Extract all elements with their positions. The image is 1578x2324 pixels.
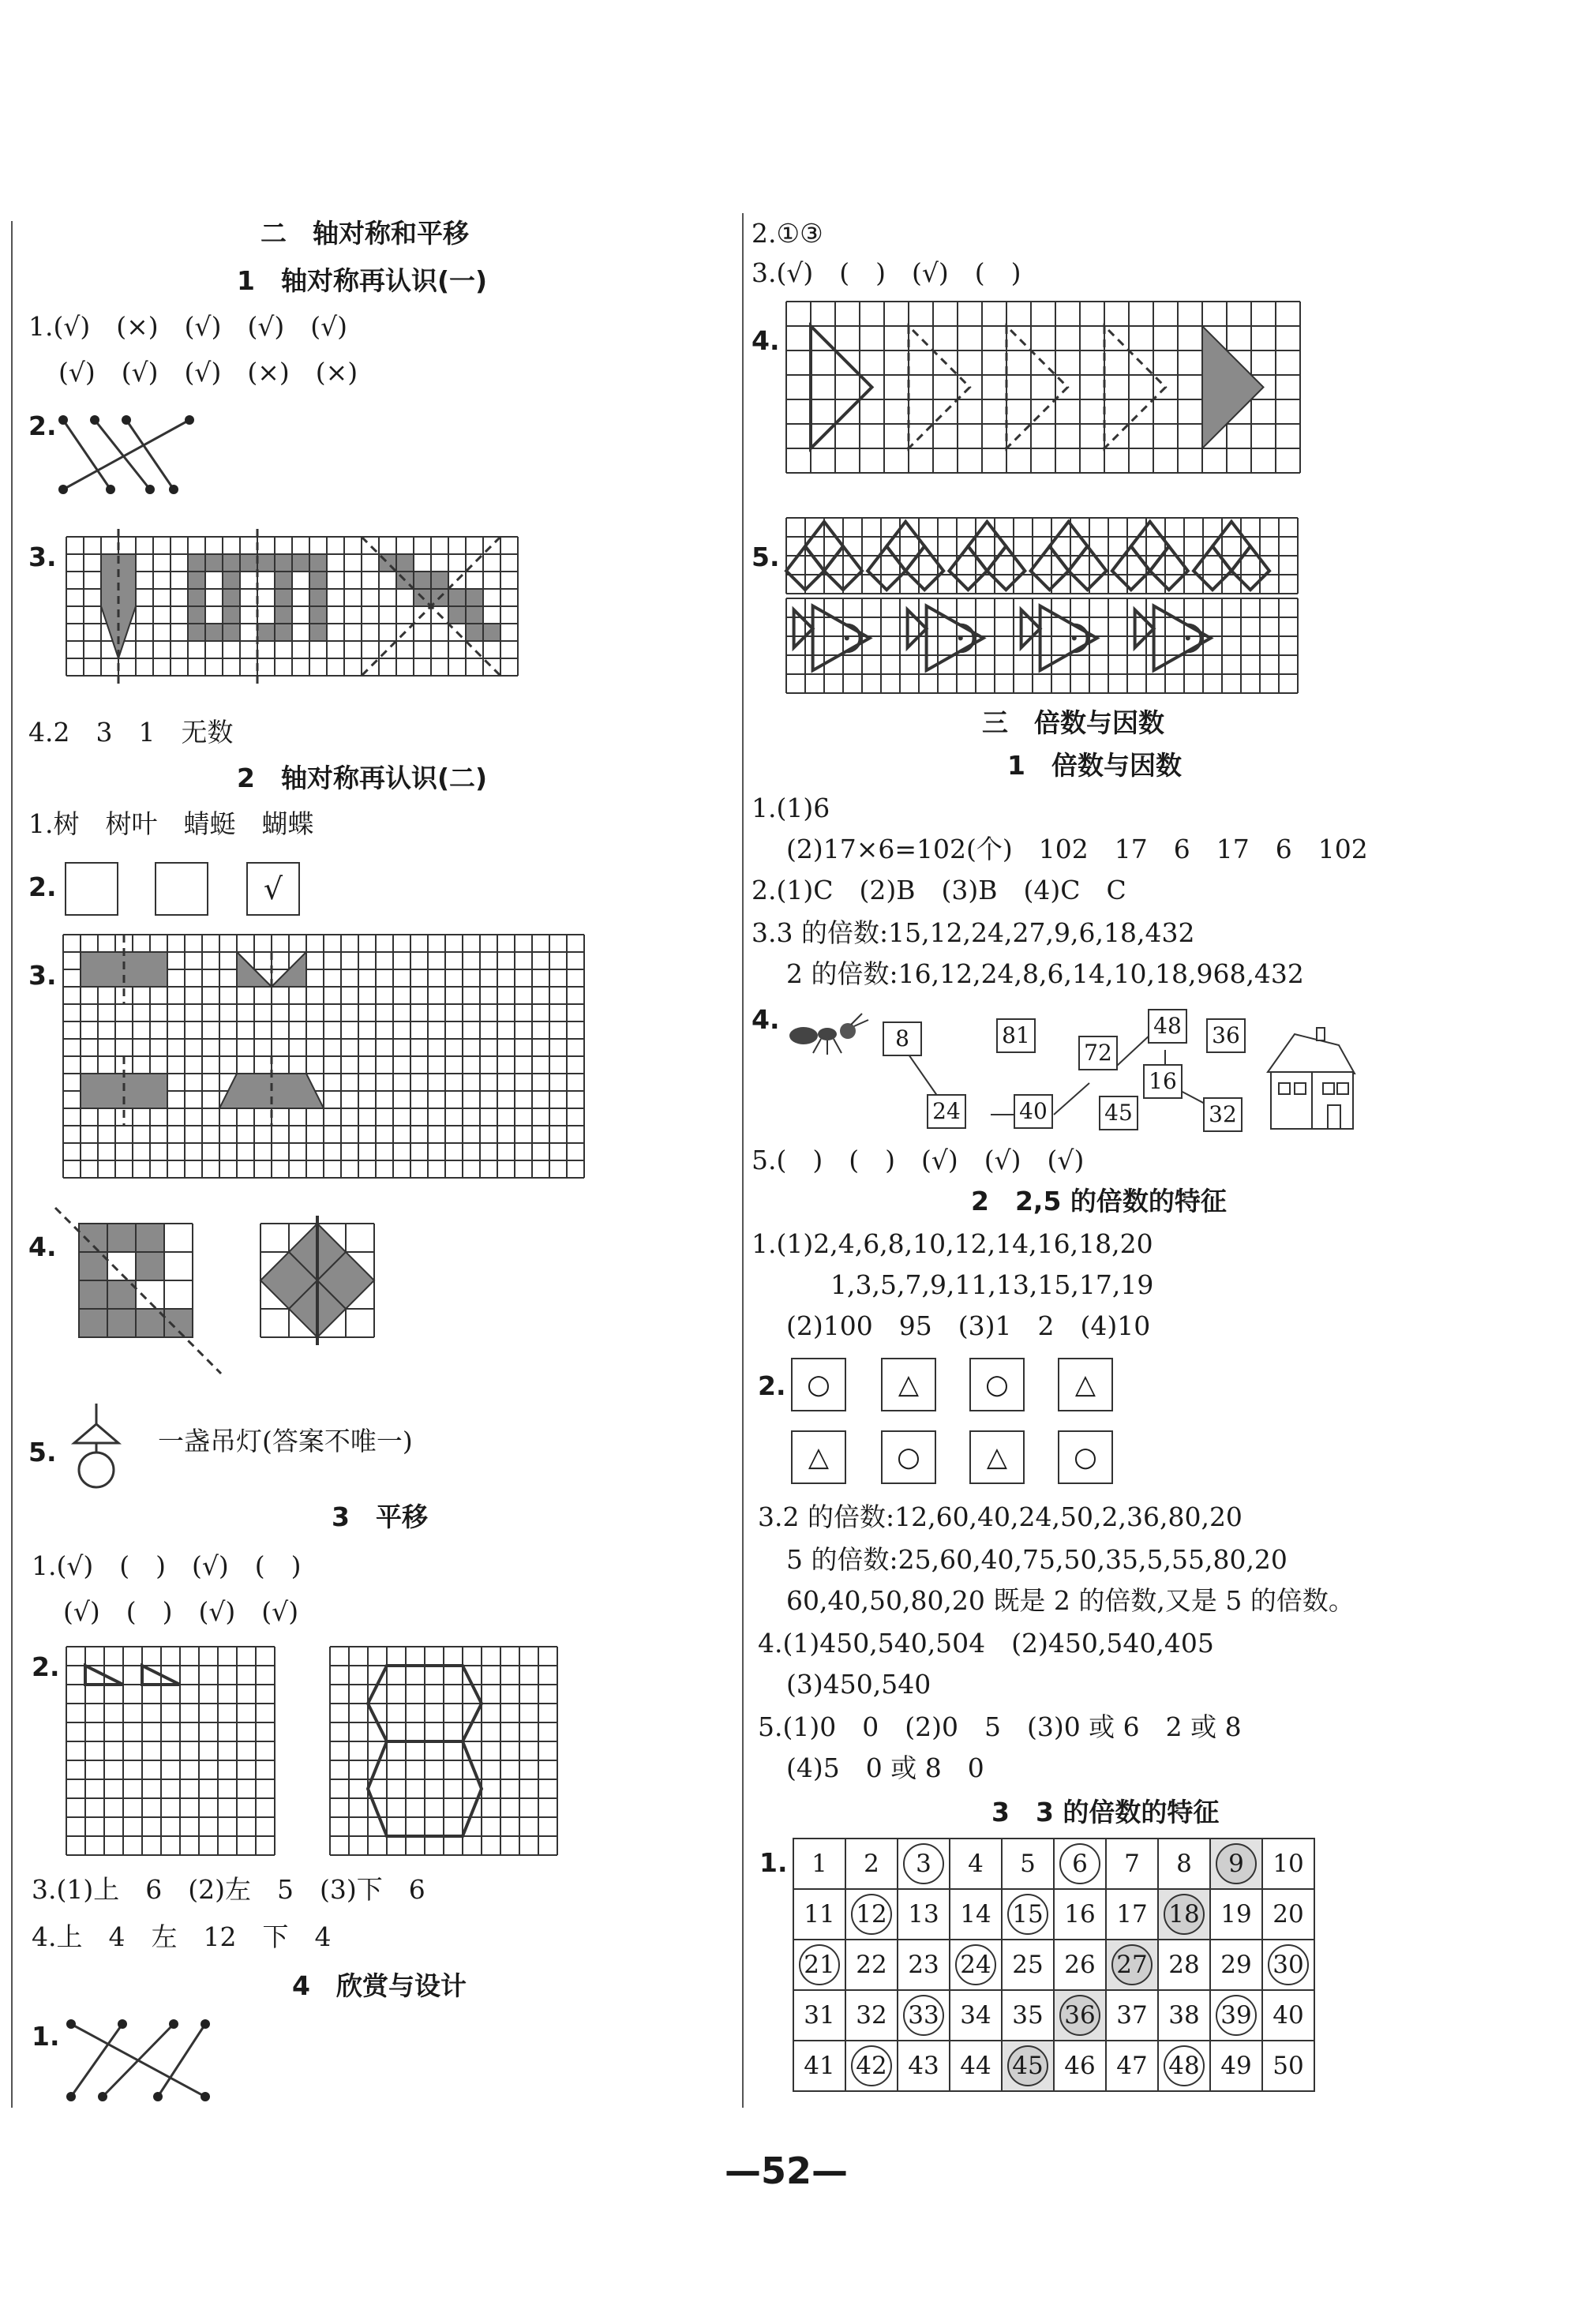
house-icon [1260, 1026, 1362, 1137]
shaded-cell [205, 624, 223, 641]
fish-eye [1186, 635, 1190, 640]
shaded-cell [136, 1224, 164, 1252]
number-box: 48 [1148, 1009, 1187, 1044]
question-label: 1. [32, 2021, 60, 2052]
number-cell [898, 1839, 950, 1889]
section-title: 3 平移 [332, 1501, 428, 1532]
shape-box: ○ [791, 1358, 846, 1411]
circled-number: 27 [1111, 1944, 1153, 1985]
chapter-title-axial-symmetry: 二 轴对称和平移 [261, 218, 469, 249]
question-label: 1. [759, 1847, 788, 1878]
table-row [793, 2041, 1314, 2091]
number-cell [845, 2041, 898, 2091]
answer-line: 2.(1)C (2)B (3)B (4)C C [752, 875, 1126, 905]
section-title: 2 轴对称再认识(二) [237, 763, 488, 793]
number-cell: 7 [1106, 1839, 1158, 1889]
number-cell: 28 [1158, 1940, 1210, 1990]
shape-box: △ [969, 1430, 1025, 1484]
number-cell [1054, 1839, 1106, 1889]
shaded-cell [309, 589, 327, 606]
symmetry-grid-large [63, 935, 600, 1203]
number-cell: 22 [845, 1940, 898, 1990]
number-cell [1262, 1940, 1314, 1990]
shaded-cell [396, 554, 414, 572]
diamond-outline [1194, 546, 1231, 590]
number-cell: 34 [950, 1990, 1002, 2041]
left-margin-line [11, 221, 13, 2108]
number-cell: 50 [1262, 2041, 1314, 2091]
shaded-cell [275, 606, 292, 624]
triangle-dashed [1006, 326, 1068, 448]
diamond-outline [1231, 546, 1269, 590]
shaded-cell [309, 624, 327, 641]
check-box-checked: √ [246, 862, 300, 916]
shaded-cell [309, 606, 327, 624]
circled-number: 36 [1059, 1995, 1100, 2036]
shaded-cell [79, 1224, 107, 1252]
answer-line: 3.3 的倍数:15,12,24,27,9,6,18,432 [752, 917, 1195, 948]
question-label: 2. [28, 410, 57, 441]
number-cell: 20 [1262, 1889, 1314, 1940]
diamond-outline [1050, 522, 1088, 571]
shaded-cell [107, 1224, 136, 1252]
diamond-outline [1150, 546, 1188, 590]
fish-eye [958, 635, 963, 640]
shaded-cell [466, 624, 483, 641]
table-row [793, 1889, 1314, 1940]
circled-number: 3 [903, 1843, 944, 1884]
number-cell: 23 [898, 1940, 950, 1990]
number-cell [950, 1940, 1002, 1990]
number-cell [845, 1889, 898, 1940]
shaded-cell [483, 624, 500, 641]
shaded-cell [188, 589, 205, 606]
section-title: 2 2,5 的倍数的特征 [971, 1186, 1227, 1216]
number-cell: 46 [1054, 2041, 1106, 2091]
matching-lines-diagram [47, 410, 205, 497]
question-label: 3. [28, 960, 57, 991]
question-label: 2. [32, 1651, 60, 1682]
answer-line: (√) (√) (√) (×) (×) [58, 357, 358, 388]
shaded-cell [223, 589, 240, 606]
matching-lines-diagram [63, 2015, 221, 2109]
shaded-cell [257, 554, 275, 572]
fish-tail [1135, 609, 1154, 647]
number-cell [1002, 1889, 1054, 1940]
diamond-outline [987, 546, 1025, 590]
number-cell [1158, 1889, 1210, 1940]
shaded-cell [240, 554, 257, 572]
shaded-cell [223, 572, 240, 589]
answer-line: 1.(√) ( ) (√) ( ) [32, 1550, 302, 1581]
shaded-cell [275, 554, 292, 572]
number-cell [1054, 1990, 1106, 2041]
shaded-cell [275, 624, 292, 641]
answer-line: 1.(√) (×) (√) (√) (√) [28, 311, 347, 342]
table-row [793, 1940, 1314, 1990]
question-label: 4. [752, 1004, 780, 1035]
answer-line: 2.①③ [752, 218, 823, 249]
number-cell: 17 [1106, 1889, 1158, 1940]
symmetry-grid-figures [66, 529, 635, 687]
number-cell: 35 [1002, 1990, 1054, 2041]
number-cell: 31 [793, 1990, 845, 2041]
fish-tail [1021, 609, 1040, 647]
number-cell: 2 [845, 1839, 898, 1889]
diamond-outline [1069, 546, 1107, 590]
grid [66, 1647, 275, 1855]
answer-line: 5.(1)0 0 (2)0 5 (3)0 或 6 2 或 8 [758, 1711, 1242, 1742]
number-cell: 8 [1158, 1839, 1210, 1889]
shaded-cell [188, 606, 205, 624]
shaded-cell [309, 572, 327, 589]
answer-line: 4.2 3 1 无数 [28, 717, 234, 748]
shaded-cell [257, 624, 275, 641]
answer-line: (2)17×6=102(个) 102 17 6 17 6 102 [786, 834, 1368, 864]
shaded-cell [275, 572, 292, 589]
shaded-cell [188, 554, 205, 572]
grid [330, 1647, 557, 1855]
answer-line: 1.树 树叶 蜻蜓 蝴蝶 [28, 808, 314, 839]
diamond-outline [1131, 522, 1169, 571]
section-title: 1 轴对称再认识(一) [237, 265, 488, 296]
circled-number: 42 [851, 2045, 892, 2086]
circled-number: 45 [1007, 2045, 1048, 2086]
answer-line: 1.(1)2,4,6,8,10,12,14,16,18,20 [752, 1228, 1153, 1259]
number-cell: 1 [793, 1839, 845, 1889]
shaded-cell [414, 572, 431, 589]
diamond-outline [949, 546, 987, 590]
shape-box: △ [881, 1358, 936, 1411]
shaded-cell [188, 572, 205, 589]
shaded-cell [309, 554, 327, 572]
triangle-dashed [1104, 326, 1166, 448]
shaded-cell [223, 606, 240, 624]
diamond-outline [1112, 546, 1150, 590]
shaded-cell [466, 606, 483, 624]
number-cell: 14 [950, 1889, 1002, 1940]
column-divider [742, 213, 744, 2108]
answer-line: 1,3,5,7,9,11,13,15,17,19 [830, 1269, 1154, 1300]
number-box: 81 [996, 1018, 1036, 1053]
translation-grids [66, 1647, 572, 1884]
triangle-shaded [1202, 326, 1264, 448]
section-title: 1 倍数与因数 [1007, 750, 1182, 781]
shaded-cell [79, 1309, 107, 1337]
number-box: 8 [883, 1021, 922, 1056]
shaded-cell [275, 589, 292, 606]
answer-line: (3)450,540 [786, 1669, 931, 1700]
number-cell: 43 [898, 2041, 950, 2091]
number-cell: 19 [1210, 1889, 1262, 1940]
fish-tail [794, 609, 813, 647]
shaded-cell [164, 1309, 193, 1337]
circled-number: 30 [1268, 1944, 1309, 1985]
table-row [793, 1839, 1314, 1889]
number-cell: 47 [1106, 2041, 1158, 2091]
number-box: 72 [1078, 1036, 1118, 1070]
triangle-outline [811, 326, 872, 448]
circled-number: 33 [903, 1995, 944, 2036]
section-title: 4 欣赏与设计 [292, 1970, 467, 2001]
pattern-grid-diamonds [786, 518, 1323, 597]
answer-line: 3.2 的倍数:12,60,40,24,50,2,36,80,20 [758, 1501, 1243, 1532]
circled-number: 24 [955, 1944, 996, 1985]
number-cell: 11 [793, 1889, 845, 1940]
number-cell [1210, 1990, 1262, 2041]
question-label: 2. [758, 1370, 786, 1401]
number-box: 40 [1014, 1094, 1053, 1129]
shaded-cell [448, 606, 466, 624]
fish-eye [1072, 635, 1077, 640]
number-box: 16 [1143, 1064, 1183, 1099]
number-cell: 44 [950, 2041, 1002, 2091]
question-label: 4. [752, 325, 780, 356]
ant-icon [786, 1009, 873, 1056]
pattern-grid-fish [786, 598, 1323, 701]
answer-line: 1.(1)6 [752, 793, 830, 823]
number-cell: 16 [1054, 1889, 1106, 1940]
number-cell [793, 1940, 845, 1990]
answer-line: 4.(1)450,540,504 (2)450,540,405 [758, 1628, 1214, 1659]
fish-tail [908, 609, 927, 647]
diamond-outline [968, 522, 1006, 571]
number-cell: 37 [1106, 1990, 1158, 2041]
answer-line: 5.( ) ( ) (√) (√) (√) [752, 1145, 1085, 1175]
number-cell: 38 [1158, 1990, 1210, 2041]
shaded-cell [223, 624, 240, 641]
table-row [793, 1990, 1314, 2041]
answer-text: 一盏吊灯(答案不唯一) [158, 1426, 413, 1456]
arrow-translation-grid [786, 302, 1323, 507]
number-cell [898, 1990, 950, 2041]
number-cell [1002, 2041, 1054, 2091]
page-number: —52— [725, 2150, 849, 2192]
answer-line: 5 的倍数:25,60,40,75,50,35,5,55,80,20 [786, 1544, 1288, 1575]
answer-line: (4)5 0 或 8 0 [786, 1752, 984, 1783]
diamond-outline [1213, 522, 1250, 571]
question-label: 2. [28, 872, 57, 902]
triangle-dashed [909, 326, 970, 448]
number-cell [1210, 1839, 1262, 1889]
circled-number: 9 [1216, 1843, 1257, 1884]
check-box [155, 862, 208, 916]
number-cell: 32 [845, 1990, 898, 2041]
circled-number: 12 [851, 1894, 892, 1935]
shaded-cell [431, 572, 448, 589]
hundred-chart-table [793, 1838, 1315, 2092]
fish-eye [845, 635, 849, 640]
answer-line: (2)100 95 (3)1 2 (4)10 [786, 1310, 1151, 1341]
number-cell: 41 [793, 2041, 845, 2091]
answer-line: 4.上 4 左 12 下 4 [32, 1921, 332, 1952]
shaded-cell [79, 1280, 107, 1309]
circled-number: 6 [1059, 1843, 1100, 1884]
check-box [65, 862, 118, 916]
circled-number: 21 [799, 1944, 840, 1985]
number-box: 32 [1203, 1097, 1243, 1132]
answer-line: 60,40,50,80,20 既是 2 的倍数,又是 5 的倍数。 [786, 1585, 1355, 1616]
shaded-cell [448, 589, 466, 606]
number-box: 45 [1099, 1096, 1138, 1130]
number-cell: 40 [1262, 1990, 1314, 2041]
answer-line: (√) ( ) (√) (√) [63, 1596, 299, 1627]
shaded-cell [205, 554, 223, 572]
shaded-cell [188, 624, 205, 641]
question-label: 5. [28, 1437, 57, 1467]
answer-line: 3.(√) ( ) (√) ( ) [752, 257, 1021, 288]
shaded-cell [466, 589, 483, 606]
lamp-icon [68, 1397, 131, 1492]
question-label: 4. [28, 1231, 57, 1262]
number-box: 36 [1206, 1018, 1246, 1053]
number-cell [1106, 1940, 1158, 1990]
circled-number: 39 [1216, 1995, 1257, 2036]
number-cell: 4 [950, 1839, 1002, 1889]
shaded-cell [292, 554, 309, 572]
circled-number: 18 [1164, 1894, 1205, 1935]
shaded-cell [223, 554, 240, 572]
shape-box: △ [791, 1430, 846, 1484]
number-cell: 5 [1002, 1839, 1054, 1889]
shaded-cell [107, 1309, 136, 1337]
question-label: 3. [28, 542, 57, 572]
shape-box: ○ [969, 1358, 1025, 1411]
number-cell: 13 [898, 1889, 950, 1940]
section-title: 3 3 的倍数的特征 [991, 1797, 1220, 1827]
circled-number: 48 [1164, 2045, 1205, 2086]
shape-box: ○ [881, 1430, 936, 1484]
symmetry-squares-grids [55, 1208, 497, 1389]
shape-box: ○ [1058, 1430, 1113, 1484]
number-cell: 10 [1262, 1839, 1314, 1889]
number-cell [1158, 2041, 1210, 2091]
diamond-outline [1031, 546, 1069, 590]
number-cell: 25 [1002, 1940, 1054, 1990]
number-cell: 49 [1210, 2041, 1262, 2091]
number-cell: 26 [1054, 1940, 1106, 1990]
answer-line: 2 的倍数:16,12,24,8,6,14,10,18,968,432 [786, 958, 1304, 989]
answer-line: 3.(1)上 6 (2)左 5 (3)下 6 [32, 1874, 425, 1905]
shaded-cell [136, 1252, 164, 1280]
grid [786, 598, 1298, 693]
number-box: 24 [927, 1094, 966, 1129]
shape-box: △ [1058, 1358, 1113, 1411]
chapter-title-multiples-factors: 三 倍数与因数 [982, 707, 1164, 738]
question-label: 5. [752, 542, 780, 572]
number-cell: 29 [1210, 1940, 1262, 1990]
circled-number: 15 [1007, 1894, 1048, 1935]
